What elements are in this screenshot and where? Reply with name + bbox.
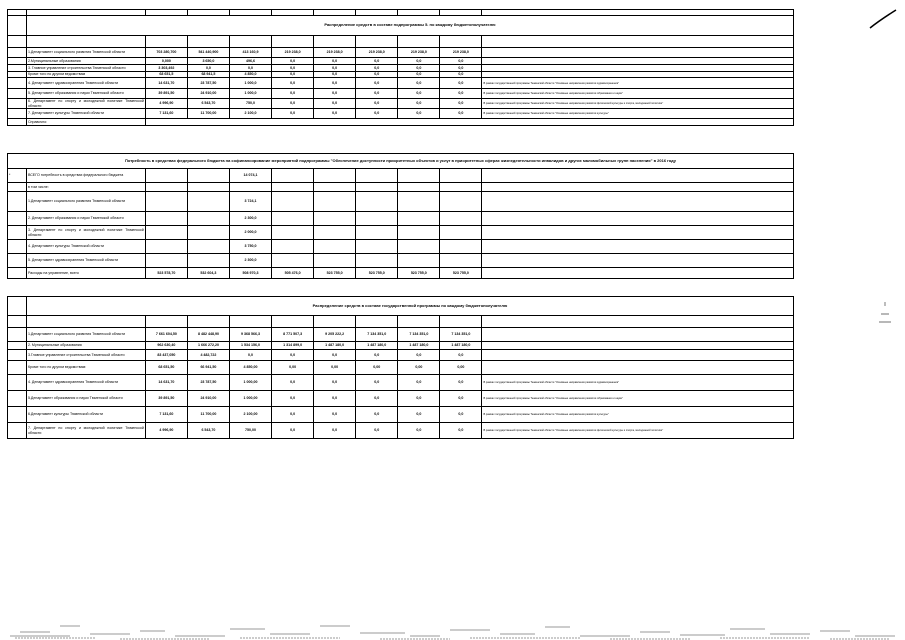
- value-cell: 7 661 604,50: [145, 328, 187, 342]
- value-cell: 1 000,00: [229, 391, 271, 407]
- value-cell: 3 650,0: [187, 58, 229, 65]
- marker-cell: [8, 226, 27, 240]
- marker-cell: [8, 391, 27, 407]
- value-cell: 750,00: [229, 423, 271, 439]
- section1-row: [8, 109, 794, 119]
- section3-row: [8, 361, 794, 375]
- value-cell: 0,0: [398, 78, 440, 89]
- value-cell: [145, 212, 187, 226]
- value-cell: 703 280,700: [145, 48, 187, 58]
- value-cell: [440, 240, 482, 254]
- value-cell: 9 205 222,2: [314, 328, 356, 342]
- value-cell: 24 910,00: [187, 89, 229, 99]
- value-cell: 0,0: [440, 350, 482, 361]
- row-note: [482, 65, 794, 72]
- value-cell: 0,0: [272, 423, 314, 439]
- section3-title: Распределение средств в составе государственной программы по каждому бюджетополучателю: [26, 297, 793, 316]
- value-cell: [272, 254, 314, 268]
- value-cell: 0,0: [314, 58, 356, 65]
- value-cell: 413 160,9: [229, 48, 271, 58]
- value-cell: 0,0: [272, 109, 314, 119]
- value-cell: 0,0: [314, 78, 356, 89]
- value-cell: 14 631,70: [145, 375, 187, 391]
- row-label: 3. Департамент по спорту и молодежной политике Тюменской области: [26, 226, 145, 240]
- value-cell: [440, 254, 482, 268]
- expenses-value: 532 604,3: [187, 268, 229, 279]
- value-cell: [398, 183, 440, 192]
- pen-stroke-mark: [868, 8, 898, 30]
- section3-table: [7, 296, 794, 439]
- value-cell: 0,0: [272, 89, 314, 99]
- row-note: В рамках государственной программы Тюменской области "Основные направления развития физической культуры и спорта, молодежной политики": [482, 99, 794, 109]
- row-note: В рамках государственной программы Тюменской области "Основные направления развития физической культуры и спорта, молодежной политики": [482, 423, 794, 439]
- value-cell: 0,0: [440, 407, 482, 423]
- row-label: 1.Департамент социального развития Тюменской области: [26, 48, 145, 58]
- row-note: [482, 226, 794, 240]
- value-cell: [356, 226, 398, 240]
- value-cell: [440, 183, 482, 192]
- section1-row: [8, 89, 794, 99]
- row-label: Кроме того по другим ведомствам:: [26, 361, 145, 375]
- marker-cell: [8, 328, 27, 342]
- value-cell: 0,0: [272, 375, 314, 391]
- value-cell: 4 996,90: [145, 423, 187, 439]
- value-cell: 1 487 180,0: [398, 342, 440, 350]
- value-cell: 68 941,5: [187, 72, 229, 78]
- value-cell: 0,0: [398, 375, 440, 391]
- value-cell: 1 487 180,0: [314, 342, 356, 350]
- value-cell: [272, 212, 314, 226]
- value-cell: 7 131,60: [145, 407, 187, 423]
- marker-cell: [8, 254, 27, 268]
- value-cell: 0,0: [272, 58, 314, 65]
- value-cell: 541 440,900: [187, 48, 229, 58]
- value-cell: 83 437,050: [145, 350, 187, 361]
- value-cell: 4 850,00: [229, 361, 271, 375]
- value-cell: 0,0: [440, 391, 482, 407]
- value-cell: 0,0: [272, 350, 314, 361]
- value-cell: 0,0: [314, 99, 356, 109]
- scan-noise-strip: [0, 596, 905, 640]
- value-cell: 0,0: [314, 407, 356, 423]
- value-cell: 0,0: [314, 350, 356, 361]
- marker-cell: *: [8, 169, 27, 183]
- value-cell: 23 787,50: [187, 375, 229, 391]
- value-cell: 7 131,60: [145, 109, 187, 119]
- marker-cell: [8, 407, 27, 423]
- value-cell: 6 543,70: [187, 99, 229, 109]
- value-cell: 0,0: [314, 72, 356, 78]
- section1-row: [8, 99, 794, 109]
- value-cell: [272, 183, 314, 192]
- row-note: [482, 328, 794, 342]
- value-cell: 0,0: [314, 89, 356, 99]
- value-cell: 0,0: [356, 391, 398, 407]
- reference-label: Справочно:: [26, 119, 145, 126]
- value-cell: 219 238,0: [398, 48, 440, 58]
- row-note: [482, 350, 794, 361]
- value-cell: [187, 254, 229, 268]
- value-cell: [356, 192, 398, 212]
- section2-row: [8, 169, 794, 183]
- row-note: [482, 254, 794, 268]
- value-cell: 0,0: [356, 78, 398, 89]
- row-note: [482, 240, 794, 254]
- value-cell: 219 238,0: [356, 48, 398, 58]
- value-cell: 39 891,50: [145, 89, 187, 99]
- value-cell: 1 534 156,0: [229, 342, 271, 350]
- expenses-value: 523 578,70: [145, 268, 187, 279]
- expenses-value: 523 755,0: [440, 268, 482, 279]
- value-cell: 0,0: [398, 109, 440, 119]
- value-cell: 0,0: [398, 65, 440, 72]
- value-cell: 0,00: [356, 361, 398, 375]
- section3-row: [8, 391, 794, 407]
- value-cell: [145, 226, 187, 240]
- section1-row: [8, 48, 794, 58]
- value-cell: [314, 240, 356, 254]
- expenses-value: 505 476,0: [272, 268, 314, 279]
- value-cell: 0,0: [229, 65, 271, 72]
- row-note: [482, 361, 794, 375]
- value-cell: 2 100,0: [229, 109, 271, 119]
- value-cell: 0,00: [272, 361, 314, 375]
- value-cell: 0,0: [272, 78, 314, 89]
- value-cell: 0,0: [398, 423, 440, 439]
- value-cell: 219 238,0: [272, 48, 314, 58]
- value-cell: 0,0: [229, 350, 271, 361]
- section2-row: [8, 192, 794, 212]
- value-cell: 66 941,50: [187, 361, 229, 375]
- section1-row: [8, 65, 794, 72]
- marker-cell: [8, 58, 27, 65]
- section3-row: [8, 423, 794, 439]
- row-note: В рамках государственной программы Тюменской области "Основные направления развития здравоохранения": [482, 78, 794, 89]
- value-cell: 4 850,0: [229, 72, 271, 78]
- value-cell: 0,0: [272, 99, 314, 109]
- value-cell: 0,0: [440, 89, 482, 99]
- value-cell: 4 996,90: [145, 99, 187, 109]
- row-label: 5. Департамент образования и науки Тюменской области: [26, 89, 145, 99]
- value-cell: [145, 169, 187, 183]
- value-cell: [272, 226, 314, 240]
- marker-cell: [8, 212, 27, 226]
- value-cell: [314, 192, 356, 212]
- value-cell: 4 482,722: [187, 350, 229, 361]
- marker-cell: [8, 48, 27, 58]
- marker-cell: [8, 109, 27, 119]
- value-cell: [314, 254, 356, 268]
- value-cell: 0,0: [314, 423, 356, 439]
- row-label: в том числе:: [26, 183, 145, 192]
- section2-row: [8, 226, 794, 240]
- value-cell: 0,00: [440, 361, 482, 375]
- value-cell: [145, 254, 187, 268]
- value-cell: [398, 169, 440, 183]
- value-cell: 0,0: [440, 72, 482, 78]
- value-cell: 0,0: [398, 99, 440, 109]
- row-note: [482, 169, 794, 183]
- row-note: [482, 58, 794, 65]
- row-note: В рамках государственной программы Тюменской области "Основные направления развития образования и науки": [482, 89, 794, 99]
- value-cell: 3 750,0: [229, 240, 271, 254]
- value-cell: [145, 240, 187, 254]
- row-note: [482, 183, 794, 192]
- value-cell: 0,00: [314, 361, 356, 375]
- value-cell: 39 891,50: [145, 391, 187, 407]
- value-cell: 962 630,40: [145, 342, 187, 350]
- value-cell: 1 487 180,0: [356, 342, 398, 350]
- value-cell: 1 000,0: [229, 78, 271, 89]
- row-label: 6.Департамент культуры Тюменской области: [26, 407, 145, 423]
- value-cell: [145, 192, 187, 212]
- value-cell: 0,0: [440, 58, 482, 65]
- section1-row: [8, 58, 794, 65]
- value-cell: 0,0: [356, 99, 398, 109]
- margin-tick-marks: [875, 300, 895, 330]
- value-cell: 750,0: [229, 99, 271, 109]
- value-cell: [440, 226, 482, 240]
- value-cell: [314, 212, 356, 226]
- section3-row: [8, 342, 794, 350]
- value-cell: 68 651,5: [145, 72, 187, 78]
- section1-table: [7, 15, 794, 126]
- value-cell: [398, 240, 440, 254]
- value-cell: 0,000: [145, 58, 187, 65]
- row-note: [482, 268, 794, 279]
- value-cell: [187, 169, 229, 183]
- row-label: ВСЕГО потребность в средствах федерального бюджета: [26, 169, 145, 183]
- section1-row: [8, 78, 794, 89]
- row-label: 4. Департамент культуры Тюменской области: [26, 240, 145, 254]
- value-cell: [187, 240, 229, 254]
- value-cell: 8 771 507,3: [272, 328, 314, 342]
- value-cell: [272, 169, 314, 183]
- value-cell: 0,0: [398, 407, 440, 423]
- value-cell: 68 651,50: [145, 361, 187, 375]
- marker-cell: [8, 361, 27, 375]
- row-note: В рамках государственной программы Тюменской области "Основные направления развития культуры": [482, 407, 794, 423]
- value-cell: 14 074,1: [229, 169, 271, 183]
- value-cell: [229, 183, 271, 192]
- value-cell: [187, 226, 229, 240]
- value-cell: [145, 183, 187, 192]
- row-note: В рамках государственной программы Тюменской области "Основные направления развития здравоохранения": [482, 375, 794, 391]
- value-cell: [314, 226, 356, 240]
- value-cell: 496,6: [229, 58, 271, 65]
- value-cell: 0,0: [272, 72, 314, 78]
- row-label: 1.Департамент социального развития Тюменской области: [26, 192, 145, 212]
- value-cell: 1 000,00: [229, 375, 271, 391]
- row-label: 5. Департамент здравоохранения Тюменской области: [26, 254, 145, 268]
- row-note: [482, 342, 794, 350]
- value-cell: [440, 169, 482, 183]
- value-cell: [314, 183, 356, 192]
- marker-cell: [8, 350, 27, 361]
- value-cell: [398, 212, 440, 226]
- value-cell: [314, 169, 356, 183]
- row-label: 5.Департамент образования и науки Тюменской области: [26, 391, 145, 407]
- section2-row: [8, 254, 794, 268]
- row-note: В рамках государственной программы Тюменской области "Основные направления развития культуры": [482, 109, 794, 119]
- value-cell: [356, 183, 398, 192]
- row-label: 3.Главное управление строительства Тюменской области: [26, 350, 145, 361]
- value-cell: 9 368 566,3: [229, 328, 271, 342]
- value-cell: 0,0: [272, 65, 314, 72]
- section1-title: Распределение средств в составе подпрограммы 5. по каждому бюджетополучателю: [26, 16, 793, 36]
- value-cell: 0,0: [356, 58, 398, 65]
- value-cell: 14 631,70: [145, 78, 187, 89]
- value-cell: [356, 169, 398, 183]
- value-cell: [398, 226, 440, 240]
- value-cell: 0,0: [398, 89, 440, 99]
- value-cell: 1 487 180,0: [440, 342, 482, 350]
- row-label: 1.Департамент социального развития Тюменской области: [26, 328, 145, 342]
- row-label: 7. Департамент по спорту и молодежной политике Тюменской области: [26, 423, 145, 439]
- row-note: [482, 212, 794, 226]
- value-cell: [440, 192, 482, 212]
- value-cell: 0,0: [356, 407, 398, 423]
- row-label: 2.Муниципальные образования: [26, 58, 145, 65]
- value-cell: 0,0: [272, 391, 314, 407]
- section2-title: Потребность в средствах федерального бюджета на софинансирование мероприятий подпрограммы "Обеспечение доступности приоритетных объектов и услуг в приоритетных сферах жизнедеятельности инвалидов и других маломобильных групп населения" в 2016 году: [8, 154, 794, 169]
- row-label: Кроме того по другим ведомствам: [26, 72, 145, 78]
- value-cell: [187, 192, 229, 212]
- marker-cell: [8, 240, 27, 254]
- value-cell: 2 100,00: [229, 407, 271, 423]
- section2-row: [8, 240, 794, 254]
- value-cell: [356, 254, 398, 268]
- value-cell: [187, 183, 229, 192]
- value-cell: 0,0: [314, 375, 356, 391]
- expenses-value: 523 755,0: [356, 268, 398, 279]
- row-label: 3. Главное управление строительства Тюменской области: [26, 65, 145, 72]
- value-cell: 0,0: [356, 89, 398, 99]
- value-cell: 0,0: [314, 391, 356, 407]
- value-cell: 0,0: [440, 65, 482, 72]
- section3-row: [8, 328, 794, 342]
- value-cell: 0,0: [314, 65, 356, 72]
- section3-row: [8, 375, 794, 391]
- value-cell: 23 787,50: [187, 78, 229, 89]
- marker-cell: [8, 375, 27, 391]
- row-label: 2. Департамент образования и науки Тюменской области: [26, 212, 145, 226]
- value-cell: 0,0: [356, 109, 398, 119]
- value-cell: 0,0: [440, 423, 482, 439]
- marker-cell: [8, 65, 27, 72]
- value-cell: 0,0: [314, 109, 356, 119]
- value-cell: 0,0: [440, 78, 482, 89]
- marker-cell: [8, 423, 27, 439]
- expenses-label: Расходы на управление, всего: [26, 268, 145, 279]
- value-cell: 219 238,0: [440, 48, 482, 58]
- row-label: 7. Департамент культуры Тюменской области: [26, 109, 145, 119]
- value-cell: 0,0: [440, 109, 482, 119]
- value-cell: 2 000,0: [229, 226, 271, 240]
- value-cell: 11 700,00: [187, 109, 229, 119]
- value-cell: [187, 212, 229, 226]
- value-cell: 0,0: [440, 375, 482, 391]
- value-cell: 1 314 899,0: [272, 342, 314, 350]
- value-cell: [272, 240, 314, 254]
- value-cell: 3 303,492: [145, 65, 187, 72]
- marker-cell: [8, 192, 27, 212]
- value-cell: [398, 192, 440, 212]
- value-cell: 0,0: [398, 72, 440, 78]
- value-cell: 3 724,1: [229, 192, 271, 212]
- value-cell: 7 134 351,0: [398, 328, 440, 342]
- value-cell: 1 000,0: [229, 89, 271, 99]
- value-cell: 6 543,70: [187, 423, 229, 439]
- value-cell: 2 300,0: [229, 254, 271, 268]
- value-cell: 219 238,0: [314, 48, 356, 58]
- row-label: 6. Департамент по спорту и молодежной политике Тюменской области: [27, 99, 144, 108]
- value-cell: 0,0: [356, 423, 398, 439]
- section3-row: [8, 350, 794, 361]
- value-cell: 0,0: [398, 391, 440, 407]
- row-note: [482, 192, 794, 212]
- expenses-value: 523 755,0: [398, 268, 440, 279]
- marker-cell: [8, 99, 27, 109]
- value-cell: [440, 212, 482, 226]
- value-cell: 7 134 351,0: [356, 328, 398, 342]
- value-cell: 8 482 448,90: [187, 328, 229, 342]
- marker-cell: [8, 89, 27, 99]
- value-cell: 11 700,00: [187, 407, 229, 423]
- row-note: В рамках государственной программы Тюменской области "Основные направления развития образования и науки": [482, 391, 794, 407]
- section3-row: [8, 407, 794, 423]
- value-cell: 0,0: [356, 375, 398, 391]
- value-cell: 0,0: [440, 99, 482, 109]
- value-cell: [356, 240, 398, 254]
- row-note: [482, 48, 794, 58]
- value-cell: 0,0: [398, 58, 440, 65]
- row-label: 4. Департамент здравоохранения Тюменской области: [26, 78, 145, 89]
- section2-row: [8, 212, 794, 226]
- value-cell: 0,0: [272, 407, 314, 423]
- value-cell: 1 666 272,20: [187, 342, 229, 350]
- value-cell: 2 300,0: [229, 212, 271, 226]
- marker-cell: [8, 78, 27, 89]
- row-label: 4. Департамент здравоохранения Тюменской области: [26, 375, 145, 391]
- expenses-value: 508 970,3: [229, 268, 271, 279]
- value-cell: 0,0: [356, 350, 398, 361]
- value-cell: 0,0: [356, 65, 398, 72]
- value-cell: [356, 212, 398, 226]
- expenses-value: 523 755,0: [314, 268, 356, 279]
- value-cell: 0,0: [187, 65, 229, 72]
- value-cell: 7 134 351,0: [440, 328, 482, 342]
- marker-cell: [8, 183, 27, 192]
- value-cell: 0,0: [356, 72, 398, 78]
- value-cell: [272, 192, 314, 212]
- row-label: 2. Муниципальные образования: [26, 342, 145, 350]
- section2-row: [8, 183, 794, 192]
- value-cell: [398, 254, 440, 268]
- value-cell: 0,0: [398, 350, 440, 361]
- value-cell: 24 910,00: [187, 391, 229, 407]
- value-cell: 0,00: [398, 361, 440, 375]
- section2-table: [7, 153, 794, 279]
- marker-cell: [8, 342, 27, 350]
